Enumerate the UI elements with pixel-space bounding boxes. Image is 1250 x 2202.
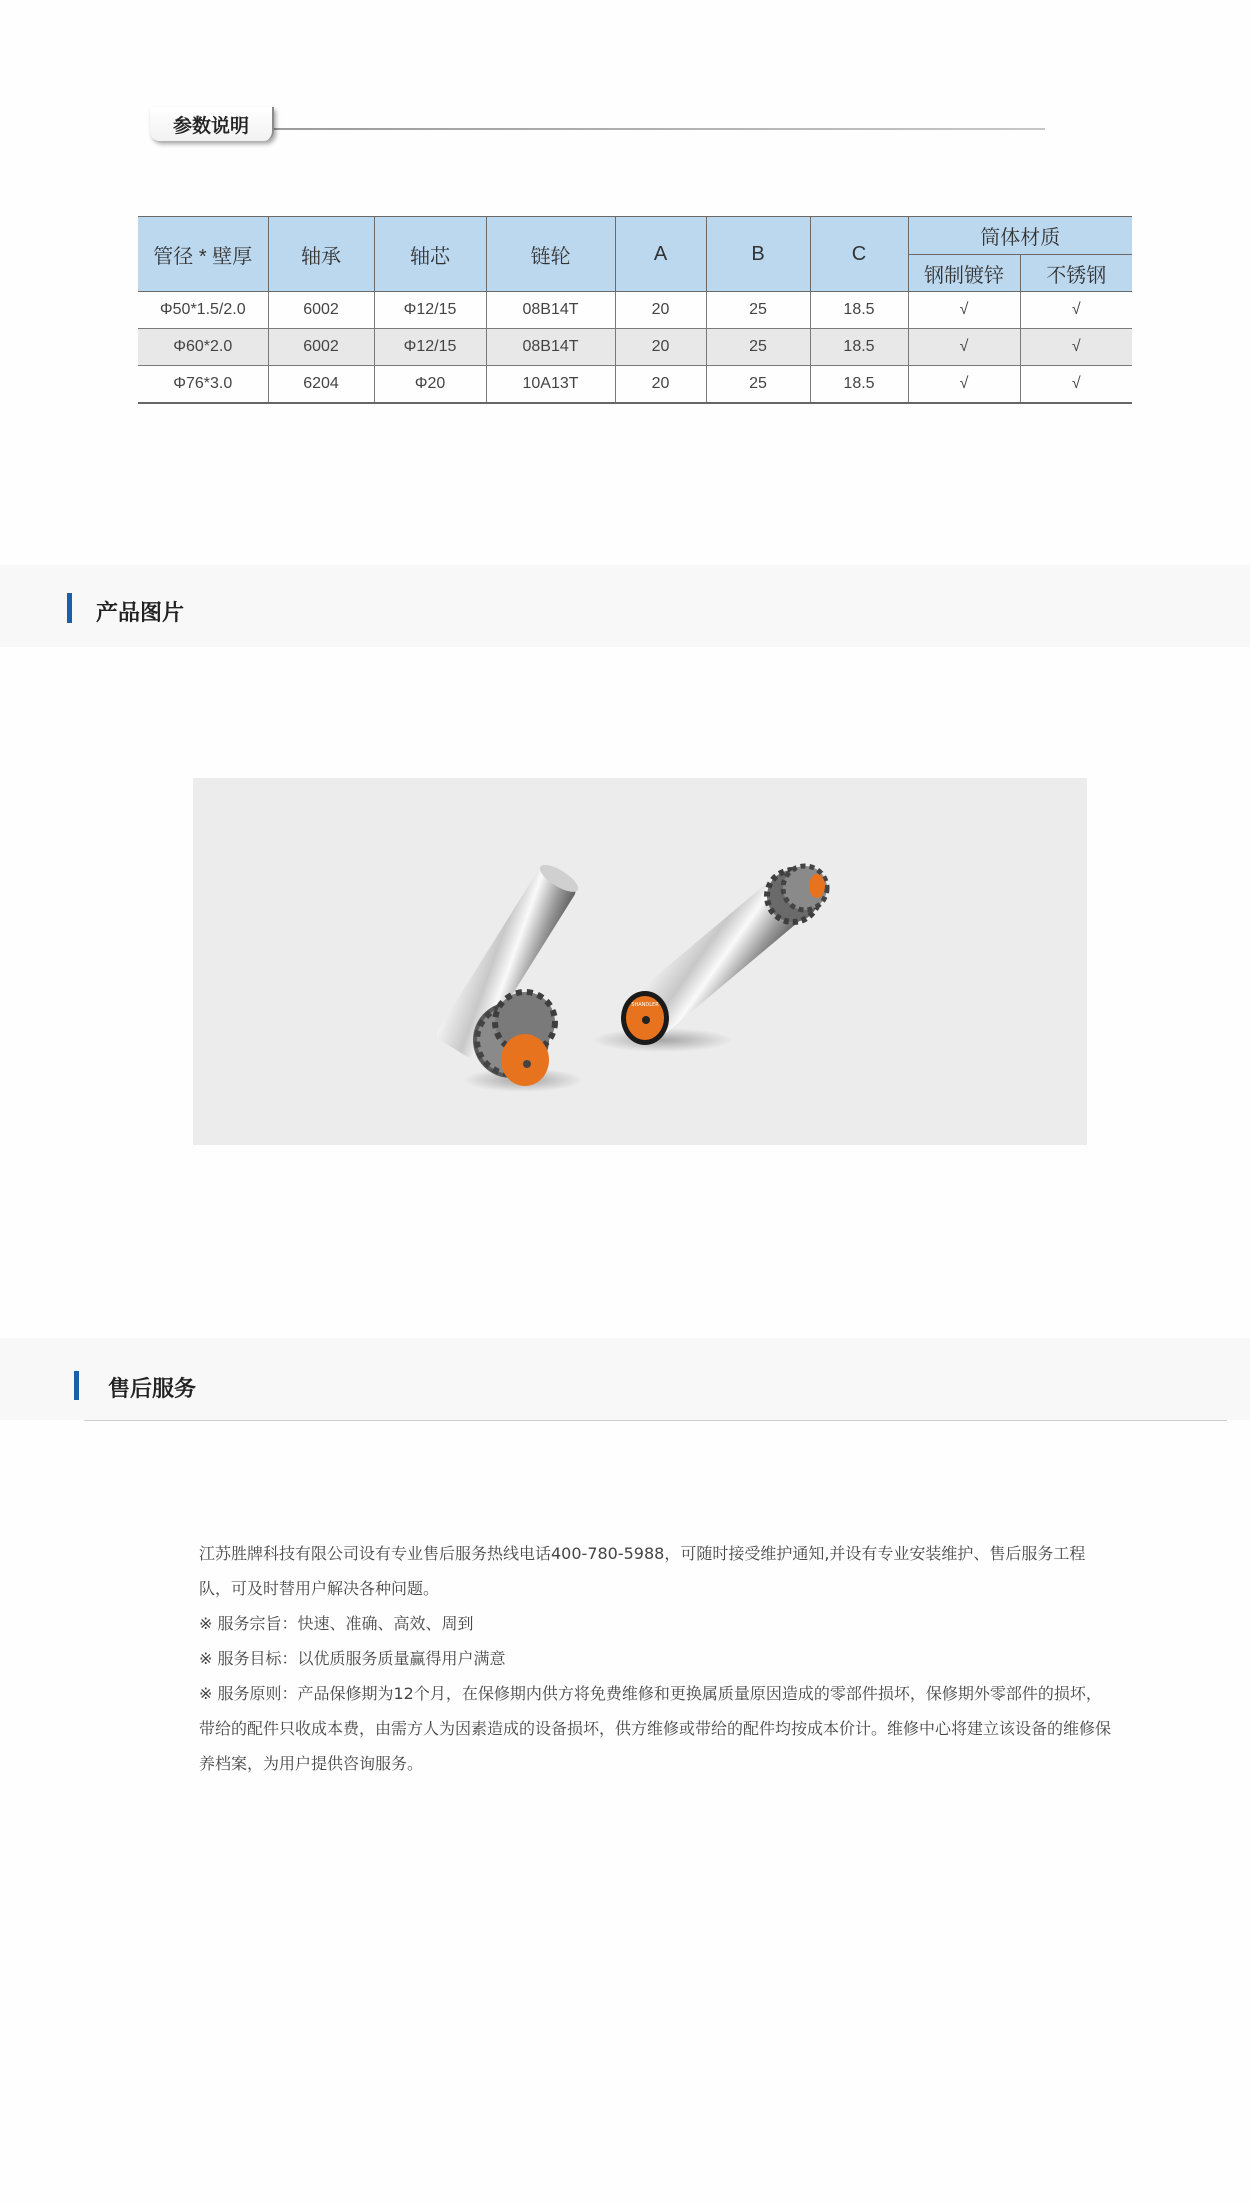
end-cap-icon [621, 991, 669, 1045]
param-section-tab: 参数说明 [150, 107, 274, 141]
service-principle: ※ 服务原则：产品保修期为12个月，在保修期内供方将免费维修和更换属质量原因造成的零部件损坏，保修期外零部件的损坏，带给的配件只收成本费，由需方人为因素造成的设备损坏，供方维修或带给的配件均按成本价计。维修中心将建立该设备的维修保养档案，为用户提供咨询服务。 [199, 1684, 1112, 1773]
col-header-c: C [810, 217, 908, 292]
table-cell: 20 [615, 366, 706, 403]
table-cell: 10A13T [486, 366, 615, 403]
service-divider [84, 1420, 1227, 1421]
service-section-title: 售后服务 [108, 1377, 197, 1402]
table-cell: Φ60*2.0 [138, 329, 268, 366]
table-cell: √ [1020, 366, 1132, 403]
sprocket-icon [767, 866, 827, 922]
product-section-header [0, 565, 1250, 647]
table-cell: 18.5 [810, 366, 908, 403]
table-cell: Φ50*1.5/2.0 [138, 292, 268, 329]
table-cell: 6002 [268, 292, 374, 329]
brand-mark: SHANDLER [631, 1002, 659, 1008]
table-cell: √ [1020, 292, 1132, 329]
col-header-shaft: 轴芯 [374, 217, 486, 292]
table-cell: 18.5 [810, 329, 908, 366]
section-accent-bar [74, 1371, 79, 1400]
table-cell: 20 [615, 329, 706, 366]
table-cell: 6002 [268, 329, 374, 366]
col-header-bearing: 轴承 [268, 217, 374, 292]
table-cell: Φ12/15 [374, 292, 486, 329]
table-cell: 08B14T [486, 329, 615, 366]
table-cell: Φ20 [374, 366, 486, 403]
table-cell: √ [908, 292, 1020, 329]
col-header-sprocket: 链轮 [486, 217, 615, 292]
table-cell: √ [908, 366, 1020, 403]
col-header-pipe: 管径 * 壁厚 [138, 217, 268, 292]
service-tenet: ※ 服务宗旨：快速、准确、高效、周到 [199, 1614, 474, 1633]
table-cell: 25 [706, 366, 810, 403]
table-cell: 6204 [268, 366, 374, 403]
col-header-material-group: 筒体材质 [908, 217, 1132, 255]
col-header-b: B [706, 217, 810, 292]
table-row [138, 329, 1132, 366]
table-cell: 25 [706, 292, 810, 329]
table-cell: Φ76*3.0 [138, 366, 268, 403]
service-description [199, 1536, 1114, 1781]
table-row [138, 366, 1132, 403]
col-header-stainless: 不锈钢 [1020, 255, 1132, 292]
roller-illustration [193, 778, 1087, 1145]
col-header-a: A [615, 217, 706, 292]
service-goal: ※ 服务目标：以优质服务质量赢得用户满意 [199, 1649, 506, 1668]
col-header-galvanized: 钢制镀锌 [908, 255, 1020, 292]
param-divider-line [270, 128, 1045, 130]
table-cell: √ [1020, 329, 1132, 366]
service-intro: 江苏胜牌科技有限公司设有专业售后服务热线电话400-780-5988，可随时接受维护通知,并设有专业安装维护、售后服务工程队，可及时替用户解决各种问题。 [199, 1544, 1086, 1598]
table-cell: 18.5 [810, 292, 908, 329]
product-photo [193, 778, 1087, 1145]
table-cell: 25 [706, 329, 810, 366]
table-cell: Φ12/15 [374, 329, 486, 366]
table-cell: 20 [615, 292, 706, 329]
section-accent-bar [67, 593, 72, 623]
table-cell: 08B14T [486, 292, 615, 329]
table-row [138, 292, 1132, 329]
table-cell: √ [908, 329, 1020, 366]
product-section-title: 产品图片 [96, 601, 185, 626]
spec-table [138, 216, 1132, 404]
